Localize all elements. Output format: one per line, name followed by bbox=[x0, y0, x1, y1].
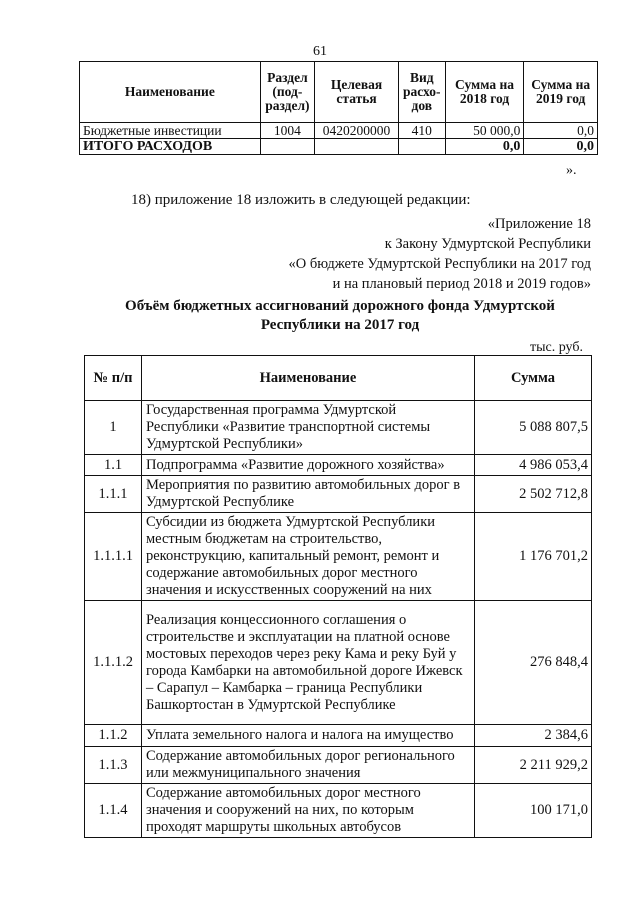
total-sum-2018: 0,0 bbox=[445, 139, 524, 155]
header-target-article: Целевая статья bbox=[315, 62, 399, 123]
header-expense-type: Вид расхо-дов bbox=[398, 62, 445, 123]
road-fund-table bbox=[84, 355, 592, 838]
header-sum: Сумма bbox=[475, 356, 592, 401]
table-row bbox=[85, 455, 592, 476]
row-number: 1.1.1.1 bbox=[85, 513, 142, 601]
expenses-table bbox=[79, 61, 598, 155]
table-row bbox=[80, 123, 598, 139]
row-sum: 276 848,4 bbox=[475, 601, 592, 725]
row-name: Уплата земельного налога и налога на имущество bbox=[142, 725, 475, 747]
table-row bbox=[85, 725, 592, 747]
table-row bbox=[85, 476, 592, 513]
total-label: ИТОГО РАСХОДОВ bbox=[80, 139, 261, 155]
road-fund-table-header bbox=[85, 356, 592, 401]
row-section: 1004 bbox=[260, 123, 315, 139]
row-sum: 2 384,6 bbox=[475, 725, 592, 747]
row-expense-type: 410 bbox=[398, 123, 445, 139]
row-name: Реализация концессионного соглашения о строительстве и эксплуатации на платной основе мостовых переходов через реку Кама и реку Буй у города Камбарки на автомобильной дороге Ижевск – Сарапул – Камбарка – граница Республики Башкортостан в Удмуртской Республике bbox=[142, 601, 475, 725]
row-target-article: 0420200000 bbox=[315, 123, 399, 139]
row-number: 1.1.3 bbox=[85, 747, 142, 784]
row-name: Подпрограмма «Развитие дорожного хозяйства» bbox=[142, 455, 475, 476]
row-sum: 1 176 701,2 bbox=[475, 513, 592, 601]
total-empty-3 bbox=[398, 139, 445, 155]
title-line-2: Республики на 2017 год bbox=[260, 317, 420, 333]
row-number: 1.1.1 bbox=[85, 476, 142, 513]
header-sum-2018: Сумма на 2018 год bbox=[445, 62, 524, 123]
annex-line-1: «Приложение 18 bbox=[487, 216, 591, 232]
row-number: 1.1.4 bbox=[85, 784, 142, 838]
header-sum-2019: Сумма на 2019 год bbox=[524, 62, 598, 123]
row-name: Государственная программа Удмуртской Республики «Развитие транспортной системы Удмуртской Республики» bbox=[142, 401, 475, 455]
title-line-1: Объём бюджетных ассигнований дорожного фонда Удмуртской bbox=[125, 298, 555, 314]
row-sum: 2 502 712,8 bbox=[475, 476, 592, 513]
row-sum: 2 211 929,2 bbox=[475, 747, 592, 784]
row-number: 1.1.2 bbox=[85, 725, 142, 747]
header-name: Наименование bbox=[80, 62, 261, 123]
annex-line-4: и на плановый период 2018 и 2019 годов» bbox=[332, 276, 591, 292]
header-name: Наименование bbox=[142, 356, 475, 401]
row-number: 1.1.1.2 bbox=[85, 601, 142, 725]
annex-line-2: к Закону Удмуртской Республики bbox=[384, 236, 591, 252]
row-name: Содержание автомобильных дорог регионального или межмуниципального значения bbox=[142, 747, 475, 784]
row-name: Мероприятия по развитию автомобильных дорог в Удмуртской Республике bbox=[142, 476, 475, 513]
total-row bbox=[80, 139, 598, 155]
row-sum: 100 171,0 bbox=[475, 784, 592, 838]
amendment-paragraph: 18) приложение 18 изложить в следующей редакции: bbox=[131, 192, 471, 208]
total-empty-2 bbox=[315, 139, 399, 155]
annex-line-3: «О бюджете Удмуртской Республики на 2017 год bbox=[288, 256, 591, 272]
header-number: № п/п bbox=[85, 356, 142, 401]
row-number: 1 bbox=[85, 401, 142, 455]
row-sum: 4 986 053,4 bbox=[475, 455, 592, 476]
header-section: Раздел (под-раздел) bbox=[260, 62, 315, 123]
closing-quote: ». bbox=[566, 163, 577, 178]
total-empty-1 bbox=[260, 139, 315, 155]
row-number: 1.1 bbox=[85, 455, 142, 476]
row-sum-2018: 50 000,0 bbox=[445, 123, 524, 139]
expenses-table-header bbox=[80, 62, 598, 123]
row-name: Бюджетные инвестиции bbox=[80, 123, 261, 139]
table-row bbox=[85, 784, 592, 838]
table-row bbox=[85, 401, 592, 455]
row-name: Содержание автомобильных дорог местного значения и сооружений на них, по которым проходят маршруты школьных автобусов bbox=[142, 784, 475, 838]
row-sum-2019: 0,0 bbox=[524, 123, 598, 139]
row-name: Субсидии из бюджета Удмуртской Республики местным бюджетам на строительство, реконструкцию, капитальный ремонт, ремонт и содержание автомобильных дорог местного значения и искусственных сооружений на них bbox=[142, 513, 475, 601]
page-number: 61 bbox=[313, 44, 327, 59]
document-title bbox=[90, 297, 590, 335]
total-sum-2019: 0,0 bbox=[524, 139, 598, 155]
unit-label: тыс. руб. bbox=[530, 340, 583, 355]
table-row bbox=[85, 747, 592, 784]
table-row bbox=[85, 601, 592, 725]
table-row bbox=[85, 513, 592, 601]
row-sum: 5 088 807,5 bbox=[475, 401, 592, 455]
